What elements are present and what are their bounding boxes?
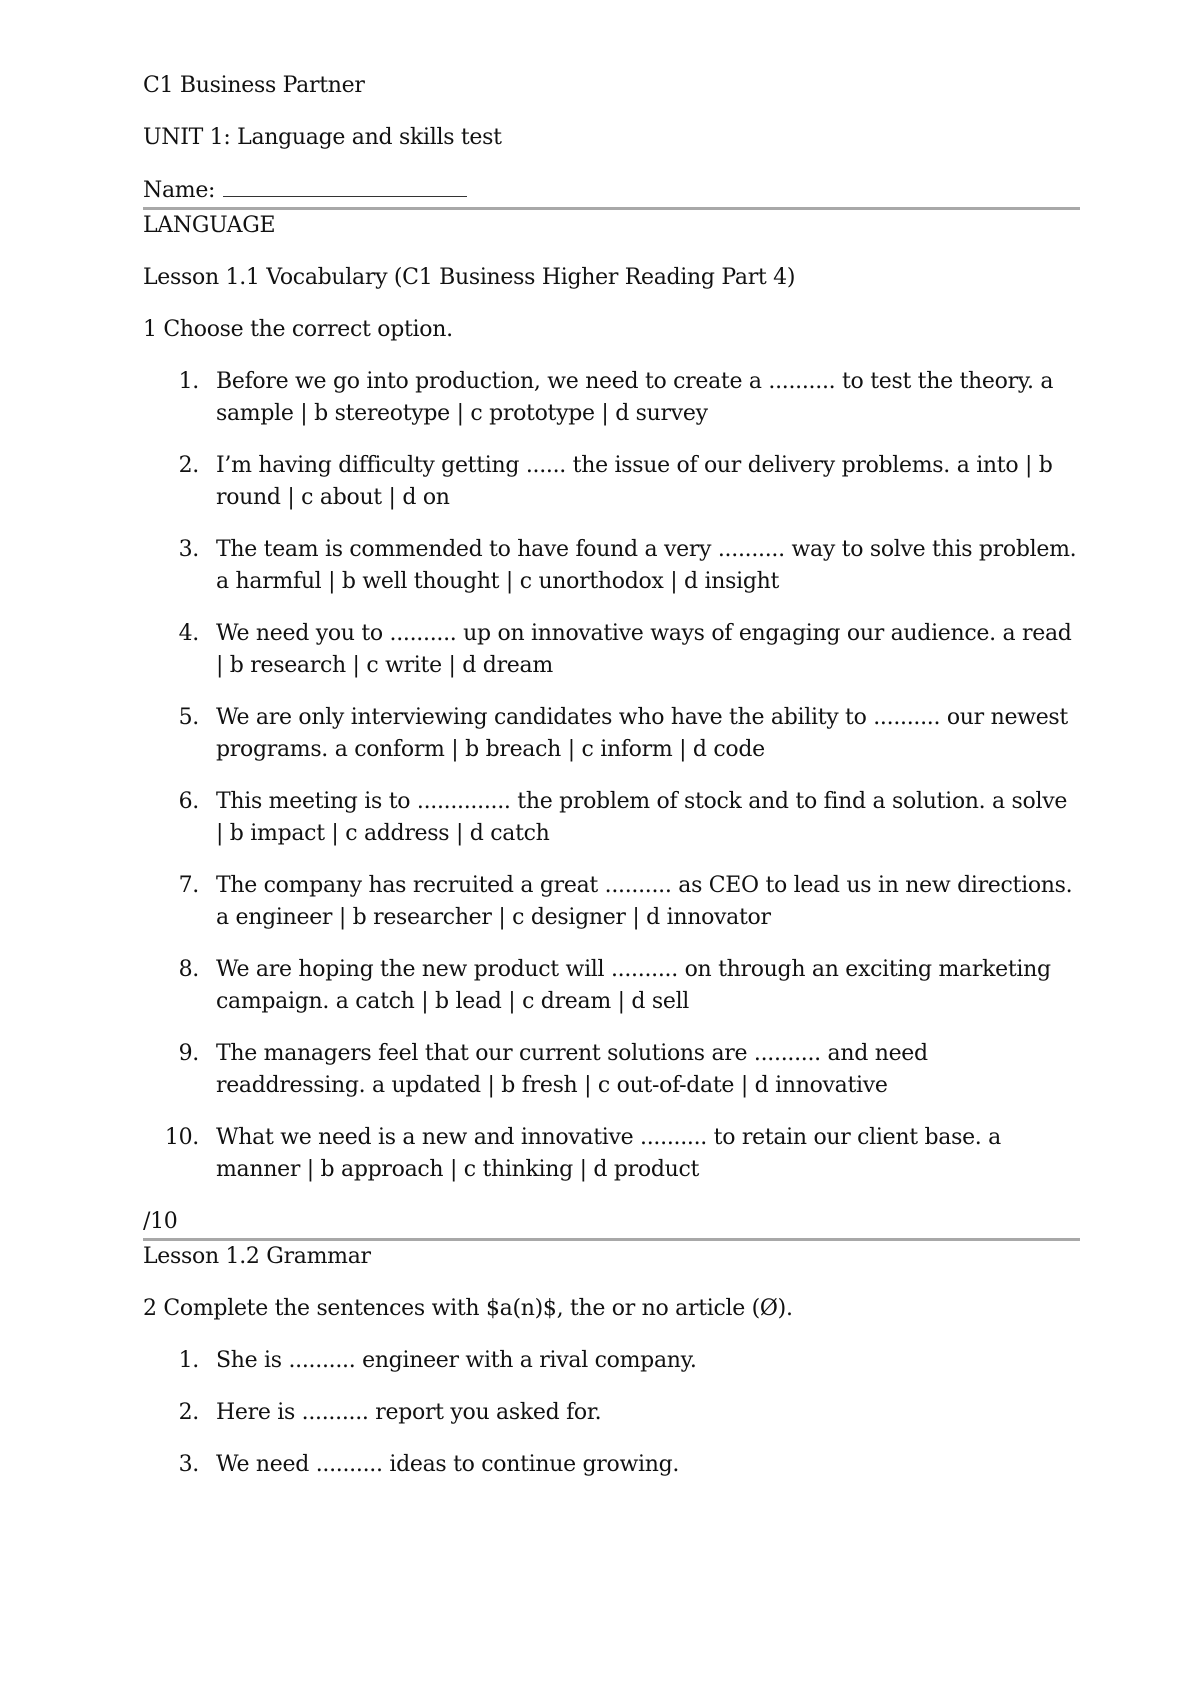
vocabulary-question-list (143, 366, 1076, 1186)
grammar-question (143, 1449, 1080, 1481)
vocab-question (143, 618, 1080, 682)
question-number: 7. (178, 873, 199, 898)
question-text: We are only interviewing candidates who have the ability to .......... our newest programs. a conform | b breach | c inform | d code (216, 705, 1068, 762)
question-number: 3. (178, 1452, 199, 1477)
question-text: The company has recruited a great .......... as CEO to lead us in new directions. a engineer | b researcher | c designer | d innovator (216, 873, 1073, 930)
exercise-1-instruction: 1 Choose the correct option. (143, 317, 453, 342)
vocab-question (143, 786, 1080, 850)
unit-title: UNIT 1: Language and skills test (143, 125, 502, 150)
question-number: 1. (178, 369, 199, 394)
question-number: 1. (178, 1348, 199, 1373)
question-text: Before we go into production, we need to create a .......... to test the theory. a sample | b stereotype | c prototype | d survey (216, 369, 1054, 426)
question-number: 5. (178, 705, 199, 730)
name-label: Name: (143, 178, 216, 203)
vocab-question (143, 702, 1080, 766)
name-blank-line (223, 174, 467, 197)
exercise-2-instruction: 2 Complete the sentences with $a(n)$, the or no article (Ø). (143, 1296, 793, 1321)
question-text: I’m having difficulty getting ...... the issue of our delivery problems. a into | b round | c about | d on (216, 453, 1053, 510)
question-text: We are hoping the new product will .......... on through an exciting marketing campaign. a catch | b lead | c dream | d sell (216, 957, 1051, 1014)
question-text: The team is commended to have found a very .......... way to solve this problem. a harmful | b well thought | c unorthodox | d insight (216, 537, 1077, 594)
question-number: 9. (178, 1041, 199, 1066)
vocab-question (143, 450, 1080, 514)
score-total: /10 (143, 1209, 178, 1234)
question-number: 4. (178, 621, 199, 646)
question-number: 8. (178, 957, 199, 982)
vocab-question (143, 1122, 1080, 1186)
grammar-question (143, 1345, 1080, 1377)
lesson-1-2-title: Lesson 1.2 Grammar (143, 1244, 371, 1269)
question-text: What we need is a new and innovative .......... to retain our client base. a manner | b approach | c thinking | d product (216, 1125, 1001, 1182)
question-number: 6. (178, 789, 199, 814)
question-text: This meeting is to .............. the problem of stock and to find a solution. a solve | b impact | c address | d catch (216, 789, 1068, 846)
name-field-row (143, 174, 1076, 207)
question-text: The managers feel that our current solutions are .......... and need readdressing. a updated | b fresh | c out-of-date | d innovative (216, 1041, 928, 1098)
vocab-question (143, 534, 1080, 598)
question-number: 2. (178, 453, 199, 478)
grammar-question (143, 1397, 1080, 1429)
question-number: 2. (178, 1400, 199, 1425)
vocab-question (143, 1038, 1080, 1102)
grammar-question-list (143, 1345, 1076, 1481)
question-text: Here is .......... report you asked for. (216, 1400, 602, 1425)
question-text: We need you to .......... up on innovative ways of engaging our audience. a read | b research | c write | d dream (216, 621, 1072, 678)
question-text: She is .......... engineer with a rival company. (216, 1348, 697, 1373)
question-number: 10. (164, 1125, 199, 1150)
vocab-question (143, 366, 1080, 430)
question-text: We need .......... ideas to continue growing. (216, 1452, 680, 1477)
vocab-question (143, 954, 1080, 1018)
lesson-1-1-title: Lesson 1.1 Vocabulary (C1 Business Higher Reading Part 4) (143, 265, 796, 290)
section-heading-language: LANGUAGE (143, 213, 276, 238)
question-number: 3. (178, 537, 199, 562)
course-title: C1 Business Partner (143, 73, 365, 98)
vocab-question (143, 870, 1080, 934)
